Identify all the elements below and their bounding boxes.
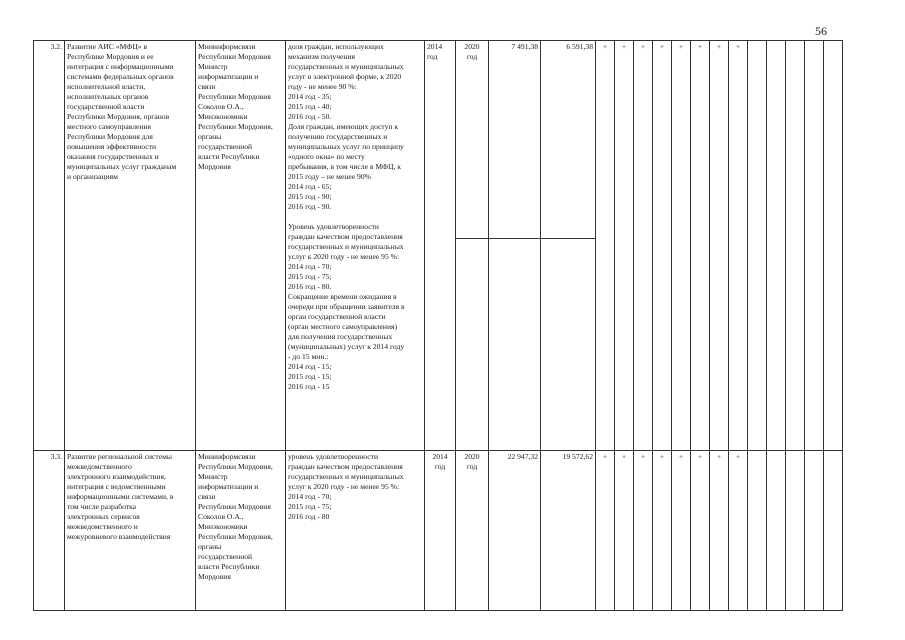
indicator-block-2 bbox=[288, 222, 422, 392]
mark-cell bbox=[748, 451, 767, 611]
end-year bbox=[456, 41, 489, 239]
text-line: году - не менее 90 %: bbox=[288, 82, 357, 91]
mark-cell bbox=[824, 41, 843, 451]
text-line: 2015 год - 40; bbox=[288, 102, 332, 111]
executor bbox=[196, 41, 286, 451]
text-line: 2014 год - 70; bbox=[288, 492, 332, 501]
text-line: 2014 bbox=[432, 452, 448, 461]
executor bbox=[196, 451, 286, 611]
empty-cell bbox=[489, 239, 541, 451]
mark-cell: + bbox=[596, 451, 615, 611]
text-line: 2014 год - 35; bbox=[288, 92, 332, 101]
text-line: государственной bbox=[198, 552, 253, 561]
measure-name bbox=[65, 41, 196, 451]
text-line: Развитие АИС «МФЦ» в bbox=[67, 42, 148, 51]
mark-cell: + bbox=[653, 41, 672, 451]
text-line: 2020 bbox=[464, 42, 480, 51]
amount-budget: 19 572,62 bbox=[541, 451, 596, 611]
text-line: Уровень удовлетворенности bbox=[288, 222, 379, 231]
text-line: орган государственной власти bbox=[288, 312, 386, 321]
text-line: Республики Мордовия, bbox=[198, 122, 273, 131]
text-line: Республики Мордовия, bbox=[198, 532, 273, 541]
text-line: и организациям bbox=[67, 172, 118, 181]
mark-cell: + bbox=[729, 41, 748, 451]
text-line: Республики Мордовия для bbox=[67, 132, 153, 141]
text-line: «одного окна» по месту bbox=[288, 152, 365, 161]
page-number: 56 bbox=[815, 24, 827, 38]
text-line: межведомственного bbox=[67, 462, 132, 471]
text-line: 2014 год - 15; bbox=[288, 362, 332, 371]
measure-name bbox=[65, 451, 196, 611]
text-line: 2015 год - 75; bbox=[288, 502, 332, 511]
text-line: Развитие региональной системы bbox=[67, 452, 173, 461]
text-line: год bbox=[466, 462, 478, 471]
text-line: органы bbox=[198, 542, 222, 551]
mark-cell bbox=[767, 41, 786, 451]
text-line: связи bbox=[198, 492, 216, 501]
text-line: доля граждан, использующих bbox=[288, 42, 384, 51]
text-line: год bbox=[427, 52, 438, 61]
text-line: (орган местного самоуправления) bbox=[288, 322, 398, 331]
program-table bbox=[33, 40, 843, 611]
text-line: власти Республики bbox=[198, 152, 260, 161]
text-line: услуг в электронной форме, к 2020 bbox=[288, 72, 402, 81]
text-line: информатизации и bbox=[198, 482, 259, 491]
text-line: информатизации и bbox=[198, 72, 259, 81]
mark-cell: + bbox=[615, 451, 634, 611]
text-line: государственной власти bbox=[67, 102, 145, 111]
start-year bbox=[425, 451, 456, 611]
mark-cell bbox=[786, 451, 805, 611]
text-line: местного самоуправления bbox=[67, 122, 151, 131]
text-line: интеграция с ведомственными bbox=[67, 482, 166, 491]
mark-cell bbox=[824, 451, 843, 611]
text-line: Республики Мордовия bbox=[198, 92, 271, 101]
text-line: год bbox=[434, 462, 446, 471]
mark-cell: + bbox=[596, 41, 615, 451]
mark-cell bbox=[748, 41, 767, 451]
mark-cell: + bbox=[615, 41, 634, 451]
text-line: Мордовия bbox=[198, 572, 231, 581]
text-line: Мининформсвязи bbox=[198, 452, 256, 461]
text-line: 2014 год - 70; bbox=[288, 262, 332, 271]
text-line: Мордовия bbox=[198, 162, 231, 171]
text-line: механизм получения bbox=[288, 52, 356, 61]
text-line: 2020 bbox=[464, 452, 480, 461]
mark-cell bbox=[805, 451, 824, 611]
indicators bbox=[286, 41, 425, 451]
text-line: информационными системами, в bbox=[67, 492, 174, 501]
mark-cell: + bbox=[634, 41, 653, 451]
text-line: Минэкономики bbox=[198, 112, 248, 121]
text-line: для получения государственных bbox=[288, 332, 393, 341]
text-line: Мининформсвязи bbox=[198, 42, 256, 51]
empty-cell bbox=[456, 239, 489, 451]
text-line: Минэкономики bbox=[198, 522, 248, 531]
text-line: межведомственного и bbox=[67, 522, 138, 531]
text-line: пребывания, в том числе в МФЦ, к bbox=[288, 162, 401, 171]
text-line: государственных и муниципальных bbox=[288, 472, 404, 481]
mark-cell: + bbox=[672, 451, 691, 611]
text-line: получению государственных и bbox=[288, 132, 388, 141]
text-line: исполнительной власти, bbox=[67, 82, 146, 91]
indicator-block-1 bbox=[288, 42, 422, 212]
row-number: 3.2. bbox=[34, 41, 65, 451]
text-line: 2016 год - 90. bbox=[288, 202, 332, 211]
mark-cell: + bbox=[653, 451, 672, 611]
text-line: очереди при обращении заявителя в bbox=[288, 302, 405, 311]
end-year bbox=[456, 451, 489, 611]
text-line: 2014 bbox=[427, 42, 443, 51]
text-line: Министр bbox=[198, 472, 228, 481]
indicator-block-1 bbox=[288, 452, 422, 522]
text-line: Республики Мордовия bbox=[198, 502, 271, 511]
text-line: (муниципальных) услуг к 2014 году bbox=[288, 342, 405, 351]
text-line: услуг к 2020 году - не менее 95 %: bbox=[288, 482, 400, 491]
text-line: исполнительных органов bbox=[67, 92, 149, 101]
mark-cell bbox=[805, 41, 824, 451]
mark-cell: + bbox=[691, 41, 710, 451]
text-line: 2016 год - 80 bbox=[288, 512, 330, 521]
text-line: муниципальных услуг по принципу bbox=[288, 142, 404, 151]
text-line: Доля граждан, имеющих доступ к bbox=[288, 122, 399, 131]
row-number: 3.3. bbox=[34, 451, 65, 611]
text-line: 2016 год - 50. bbox=[288, 112, 332, 121]
text-line: граждан качеством предоставления bbox=[288, 462, 403, 471]
text-line: 2015 год - 75; bbox=[288, 272, 332, 281]
mark-cell bbox=[767, 451, 786, 611]
amount-budget: 6 591,38 bbox=[541, 41, 596, 239]
text-line: услуг к 2020 году - не менее 95 %: bbox=[288, 252, 400, 261]
text-line: электронных сервисов bbox=[67, 512, 140, 521]
text-line: межуровневого взаимодействия bbox=[67, 532, 171, 541]
text-line: граждан качеством предоставления bbox=[288, 232, 403, 241]
text-line: интеграция с информационными bbox=[67, 62, 174, 71]
table-row bbox=[34, 451, 843, 611]
text-line: 2015 год - 15; bbox=[288, 372, 332, 381]
text-line: связи bbox=[198, 82, 216, 91]
amount-total: 22 947,32 bbox=[489, 451, 541, 611]
text-line: уровень удовлетворенности bbox=[288, 452, 379, 461]
text-line: 2016 год - 15 bbox=[288, 382, 330, 391]
text-line: Соколов О.А., bbox=[198, 512, 244, 521]
mark-cell: + bbox=[710, 451, 729, 611]
mark-cell: + bbox=[691, 451, 710, 611]
indicators bbox=[286, 451, 425, 611]
table-row bbox=[34, 41, 843, 239]
text-line: Соколов О.А., bbox=[198, 102, 244, 111]
text-line: 2014 год - 65; bbox=[288, 182, 332, 191]
text-line: органы bbox=[198, 132, 222, 141]
amount-total: 7 491,38 bbox=[489, 41, 541, 239]
empty-cell bbox=[541, 239, 596, 451]
text-line: муниципальных услуг гражданам bbox=[67, 162, 177, 171]
mark-cell: + bbox=[710, 41, 729, 451]
text-line: системами федеральных органов bbox=[67, 72, 174, 81]
text-line: государственной bbox=[198, 142, 253, 151]
text-line: повышения эффективности bbox=[67, 142, 157, 151]
text-line: электронного взаимодействия, bbox=[67, 472, 166, 481]
text-line: Республике Мордовия и ее bbox=[67, 52, 154, 61]
text-line: Республики Мордовия, bbox=[198, 462, 273, 471]
text-line: власти Республики bbox=[198, 562, 260, 571]
text-line: Республики Мордовия, органов bbox=[67, 112, 170, 121]
text-line: том числе разработка bbox=[67, 502, 137, 511]
mark-cell: + bbox=[634, 451, 653, 611]
text-line: оказания государственных и bbox=[67, 152, 159, 161]
mark-cell: + bbox=[729, 451, 748, 611]
mark-cell bbox=[786, 41, 805, 451]
text-line: 2015 году – не менее 90% bbox=[288, 172, 371, 181]
text-line: 2015 год - 90; bbox=[288, 192, 332, 201]
text-line: 2016 год - 80. bbox=[288, 282, 332, 291]
text-line: государственных и муниципальных bbox=[288, 62, 404, 71]
text-line: - до 15 мин.: bbox=[288, 352, 329, 361]
text-line: Сокращение времени ожидания в bbox=[288, 292, 397, 301]
start-year bbox=[425, 41, 456, 451]
text-line: год bbox=[466, 52, 478, 61]
text-line: Министр bbox=[198, 62, 228, 71]
text-line: государственных и муниципальных bbox=[288, 242, 404, 251]
text-line: Республики Мордовия bbox=[198, 52, 271, 61]
mark-cell: + bbox=[672, 41, 691, 451]
